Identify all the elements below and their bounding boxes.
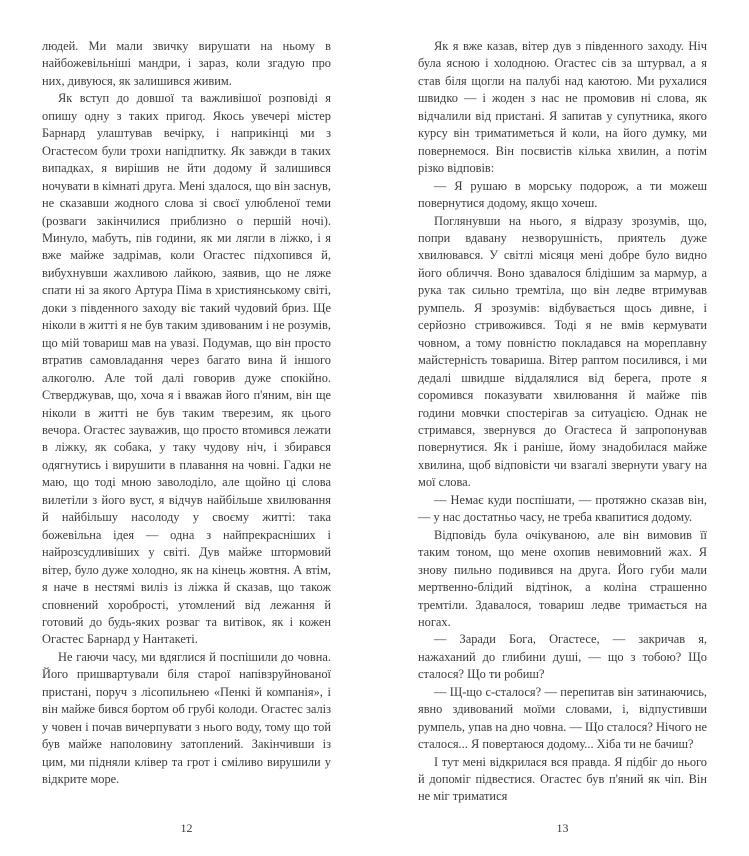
right-page-text (418, 38, 707, 806)
paragraph: Відповідь була очікуваною, але він вимовив її таким тоном, що мене охопив невимовний жах. Я знову пильно подивився на друга. Його губи мали мертвенно-блідий відтінок, а коліна страшенно тремтіли. Здавалося, товариш ледве тримається на ногах. (418, 527, 707, 629)
paragraph: І тут мені відкрилася вся правда. Я підбіг до нього й допоміг підвестися. Огастес був п'яний як чіп. Він не міг триматися (418, 754, 707, 804)
right-page (375, 0, 749, 856)
paragraph: Не гаючи часу, ми вдяглися й поспішили до човна. Його пришвартували біля старої напівзруйнованої пристані, поруч з лісопильнею «Пенкі й компанія», і він майже бився бортом об грубі колоди. Огастес заліз у човен і почав вичерпувати з нього воду, тому що той був майже наполовину затоплений. Закінчивши із цим, ми підняли клівер та грот і сміливо вирушили у відкрите море. (42, 649, 331, 787)
paragraph: — Я рушаю в морську подорож, а ти можеш повернутися додому, якщо хочеш. (418, 178, 707, 211)
page-number: 13 (556, 820, 569, 835)
paragraph: — Немає куди поспішати, — протяжно сказав він, — у нас достатньо часу, не треба квапитися додому. (418, 492, 707, 525)
left-page-text (42, 38, 331, 788)
left-page (0, 0, 374, 856)
paragraph: людей. Ми мали звичку вирушати на ньому в найбожевільніші мандри, і зараз, коли згадую про них, дивуюся, як залишився живим. (42, 39, 331, 88)
paragraph: Поглянувши на нього, я відразу зрозумів, що, попри вдавану незворушність, приятель дуже хвилювався. У світлі місяця мені добре було видно його обличчя. Воно здавалося блідішим за мармур, а рука так сильно тремтіла, що він ледве втримував румпель. Я зрозумів: відбувається щось дивне, і серйозно стривожився. Тоді я не вмів кермувати човном, а тому повністю покладався на мореплавну майстерність товариша. Вітер раптом посилився, і ми дедалі швидше віддалялися від берега, проте я соромився показувати хвилювання й майже пів години мовчки спостерігав за ситуацією. Однак не стримався, звернувся до Огастеса й запропонував повернутися. Як і раніше, йому знадобилася майже хвилина, щоб відповісти чи взагалі звернути увагу на мої слова. (418, 213, 707, 490)
paragraph: Як вступ до довшої та важливішої розповіді я опишу одну з таких пригод. Якось увечері містер Барнард улаштував вечірку, і наприкінці ми з Огастесом були трохи напідпитку. Як завжди в таких випадках, я вирішив не йти додому й залишився ночувати в кімнаті друга. Мені здалося, що він заснув, не сказавши жодного слова зі своєї улюбленої теми (розваги закінчилися приблизно о першій ночі). Минуло, мабуть, пів години, як ми лягли в ліжко, і я вже майже задрімав, коли Огастес підхопився й, вибухнувши жахливою лайкою, заявив, що не ляже спати ні за якого Артура Піма в християнському світі, доки з південного заходу віє такий чудовий бриз. Ще ніколи в житті я не був таким здивованим і не розумів, що мій товариш мав на увазі. Подумав, що він просто втратив самовладання через багато вина й іншого алкоголю. Але той далі говорив дуже спокійно. Стверджував, що, хоча я і вважав його п'яним, він ще ніколи в житті не був таким тверезим, як цього вечора. Огастес зауважив, що просто втомився лежати в ліжку, як собака, у таку чудову ніч, і збирався одягнутись і вирушити в плавання на човні. Гадки не маю, що тоді мною заволоділо, але щойно ці слова вилетіли з його вуст, я відчув найбільше хвилювання й найбільшу насолоду у своєму житті: така божевільна ідея — одна з найпрекрасніших і найрозсудливіших у світі. Дув майже штормовий вітер, було дуже холодно, як на кінець жовтня. А втім, я наче в нестямі виліз із ліжка й сказав, що також сповнений хоробрості, утомлений від лежання й готовий до будь-яких розваг та витівок, як і кожен Огастес Барнард у Нантакеті. (42, 91, 331, 647)
page-number: 12 (180, 820, 193, 835)
paragraph: — Заради Бога, Огастесе, — закричав я, нажаханий до глибини душі, — що з тобою? Що сталося? Що ти робиш? (418, 632, 707, 682)
paragraph: Як я вже казав, вітер дув з південного заходу. Ніч була ясною і холодною. Огастес сів за штурвал, а я став біля щогли на палубі над каютою. Ми рухалися швидко — і жоден з нас не промовив ні слова, як відчалили від пристані. Я запитав у супутника, якого курсу він триматиметься й коли, на його думку, ми повернемося. Він посвистів кілька хвилин, а потім різко відповів: (418, 39, 707, 176)
paragraph: — Щ-що с-сталося? — перепитав він затинаючись, явно здивований моїми словами, і, відпустивши румпель, упав на дно човна. — Що сталося? Нічого не сталося... Я повертаюся додому... Хіба ти не бачиш? (418, 684, 707, 752)
